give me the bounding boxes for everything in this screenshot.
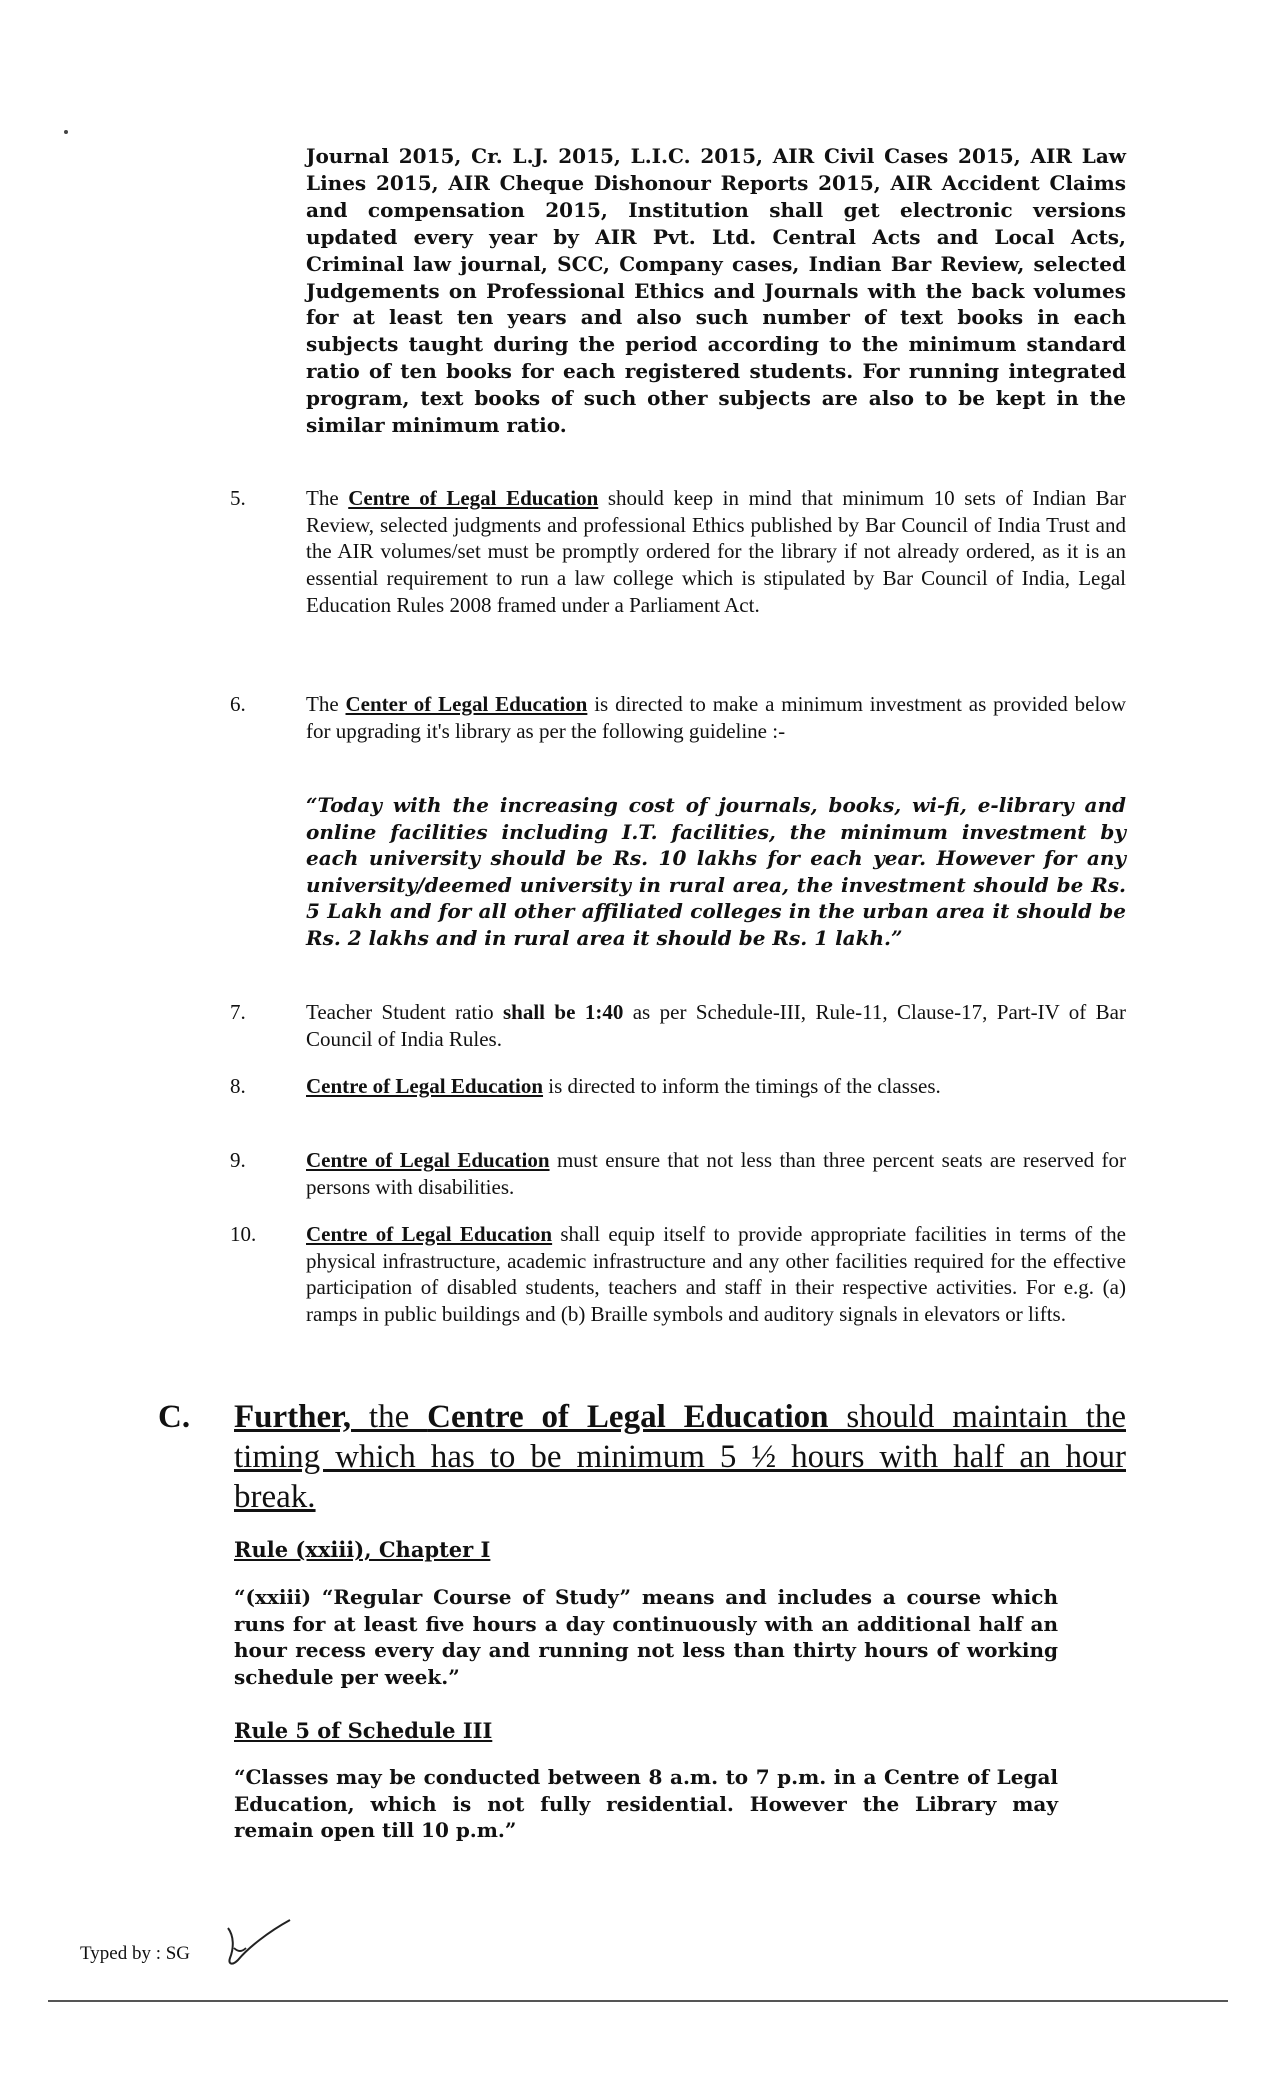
item-post: should keep in mind that minimum 10 sets of Indian Bar Review, selected judgments and professional Ethics published by Bar Council of India Trust and the AIR volumes/set must be promptly ordered for the library if not already ordered, as it is an essential requirement to run a law college which is stipulated by Bar Council of India, Legal Education Rules 2008 framed under a Parliament Act. bbox=[306, 486, 1126, 617]
list-item-8 bbox=[230, 1073, 1126, 1100]
list-item-5 bbox=[230, 485, 1126, 619]
rule-xxiii-text: “(xxiii) “Regular Course of Study” means and includes a course which runs for at least five hours a day continuously with an additional half an hour recess every day and running not less than thirty hours of working schedule per week.” bbox=[234, 1585, 1058, 1690]
section-c-label: C. bbox=[158, 1399, 191, 1435]
centre-name: Center of Legal Education bbox=[345, 692, 588, 716]
list-item-9 bbox=[230, 1147, 1126, 1200]
rule-xxiii-heading: Rule (xxiii), Chapter I bbox=[234, 1537, 491, 1562]
item-number: 10. bbox=[230, 1222, 257, 1246]
section-c-text bbox=[234, 1397, 1126, 1517]
section-c-text-b: should maintain the timing which has to be minimum 5 ½ hours with half an hour break. bbox=[234, 1399, 1126, 1515]
centre-name: Centre of Legal Education bbox=[348, 486, 599, 510]
item-pre: The bbox=[306, 692, 346, 716]
item-text bbox=[306, 691, 1126, 744]
item-number: 8. bbox=[230, 1074, 246, 1098]
item-text bbox=[306, 1073, 1126, 1100]
scan-speck bbox=[64, 130, 68, 134]
list-item-10 bbox=[230, 1221, 1126, 1328]
initials-signature bbox=[224, 1918, 294, 1972]
item-text bbox=[306, 999, 1126, 1052]
item-number: 6. bbox=[230, 692, 246, 716]
item-post: is directed to make a minimum investment as provided below for upgrading it's library as per the following guideline :- bbox=[306, 692, 1126, 743]
centre-name: Centre of Legal Education bbox=[306, 1222, 553, 1246]
rule-5-text: “Classes may be conducted between 8 a.m. to 7 p.m. in a Centre of Legal Education, which is not fully residential. However the Library may remain open till 10 p.m.” bbox=[234, 1765, 1058, 1843]
guideline-quote: “Today with the increasing cost of journals, books, wi-fi, e-library and online facilities including I.T. facilities, the minimum investment by each university should be Rs. 10 lakhs for each year. However for any university/deemed university in rural area, the investment should be Rs. 5 Lakh and for all other affiliated colleges in the urban area it should be Rs. 2 lakhs and in rural area it should be Rs. 1 lakh.” bbox=[306, 793, 1126, 950]
item-pre: Teacher Student ratio bbox=[306, 1000, 503, 1024]
footer-divider bbox=[48, 2000, 1228, 2002]
section-c-text-a: the bbox=[351, 1399, 428, 1435]
section-c-lead: Further, bbox=[234, 1399, 352, 1435]
item-pre: The bbox=[306, 486, 349, 510]
item-number: 9. bbox=[230, 1148, 246, 1172]
list-item-7 bbox=[230, 999, 1126, 1052]
item-post: is directed to inform the timings of the classes. bbox=[543, 1074, 941, 1098]
item-post: as per Schedule-III, Rule-11, Clause-17, Part-IV of Bar Council of India Rules. bbox=[306, 1000, 1126, 1051]
item-post: shall equip itself to provide appropriate facilities in terms of the physical infrastructure, academic infrastructure and any other facilities required for the effective participation of disabled students, teachers and staff in their respective activities. For e.g. (a) ramps in public buildings and (b) Braille symbols and auditory signals in elevators or lifts. bbox=[306, 1222, 1126, 1327]
ratio-emphasis: shall be 1:40 bbox=[503, 1000, 624, 1024]
item-text bbox=[306, 1221, 1126, 1328]
item-post: must ensure that not less than three percent seats are reserved for persons with disabilities. bbox=[306, 1148, 1126, 1199]
centre-name: Centre of Legal Education bbox=[306, 1148, 550, 1172]
item-text bbox=[306, 485, 1126, 619]
rule-5-heading: Rule 5 of Schedule III bbox=[234, 1718, 493, 1743]
item-number: 5. bbox=[230, 486, 246, 510]
item-text bbox=[306, 1147, 1126, 1200]
item-number: 7. bbox=[230, 1000, 246, 1024]
continued-paragraph: Journal 2015, Cr. L.J. 2015, L.I.C. 2015, AIR Civil Cases 2015, AIR Law Lines 2015, AIR Cheque Dishonour Reports 2015, AIR Accident Claims and compensation 2015, Institution shall get electronic versions updated every year by AIR Pvt. Ltd. Central Acts and Local Acts, Criminal law journal, SCC, Company cases, Indian Bar Review, selected Judgements on Professional Ethics and Journals with the back volumes for at least ten years and also such number of text books in each subjects taught during the period according to the minimum standard ratio of ten books for each registered students. For running integrated program, text books of such other subjects are also to be kept in the similar minimum ratio. bbox=[306, 144, 1126, 438]
centre-name: Centre of Legal Education bbox=[306, 1074, 544, 1098]
typed-by-label: Typed by : SG bbox=[80, 1943, 191, 1964]
centre-name: Centre of Legal Education bbox=[427, 1399, 829, 1435]
list-item-6 bbox=[230, 691, 1126, 744]
